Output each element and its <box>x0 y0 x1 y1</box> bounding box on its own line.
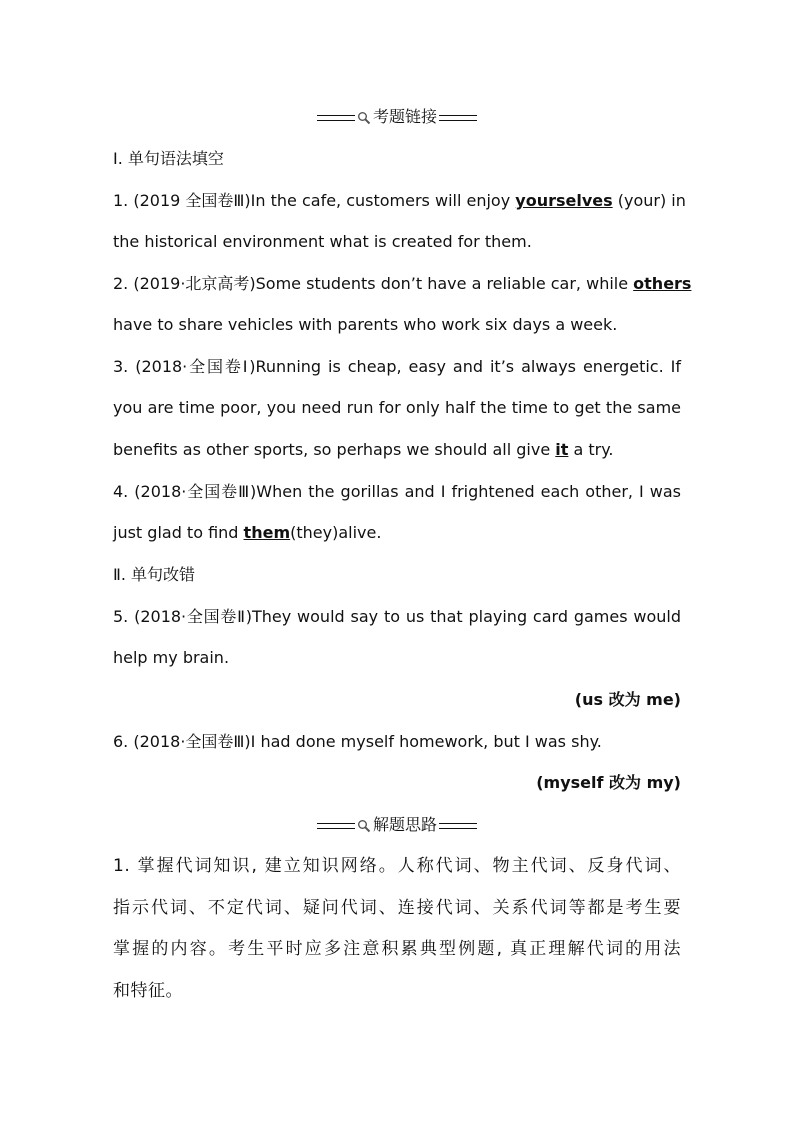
magnifier-icon <box>357 111 371 125</box>
tips-line-4: 和特征。 <box>113 981 183 1001</box>
divider <box>439 823 477 829</box>
divider <box>317 115 355 121</box>
section-title-error-correction: Ⅱ. 单句改错 <box>113 565 196 584</box>
answer-them: them <box>243 523 291 542</box>
question-4-line-1: 4. (2018·全国卷Ⅲ)When the gorillas and I frightened each other, I was <box>113 482 681 501</box>
section-header-kaoti <box>0 107 794 127</box>
header-title: 解题思路 <box>372 815 437 834</box>
question-6-line-1: 6. (2018·全国卷Ⅲ)I had done myself homework, but I was shy. <box>113 732 602 751</box>
tips-line-2: 指示代词、不定代词、疑问代词、连接代词、关系代词等都是考生要 <box>113 898 681 918</box>
question-5-line-1: 5. (2018·全国卷Ⅱ)They would say to us that playing card games would <box>113 607 681 626</box>
question-3-line-3: benefits as other sports, so perhaps we should all give it a try. <box>113 440 614 459</box>
magnifier-icon <box>357 819 371 833</box>
question-5-line-2: help my brain. <box>113 648 230 667</box>
divider <box>439 115 477 121</box>
question-1-line-2: the historical environment what is created for them. <box>113 232 532 251</box>
header-title: 考题链接 <box>372 107 437 126</box>
section-header-jieti <box>0 815 794 835</box>
question-2-line-2: have to share vehicles with parents who work six days a week. <box>113 315 618 334</box>
answer-yourselves: yourselves <box>515 191 613 210</box>
tips-line-3: 掌握的内容。考生平时应多注意积累典型例题, 真正理解代词的用法 <box>113 939 681 959</box>
question-2-line-1: 2. (2019·北京高考)Some students don’t have a reliable car, while others <box>113 274 692 293</box>
question-3-line-2: you are time poor, you need run for only half the time to get the same <box>113 398 681 417</box>
answer-it: it <box>555 440 569 459</box>
question-1-line-1: 1. (2019 全国卷Ⅲ)In the cafe, customers will enjoy yourselves (your) in <box>113 191 686 210</box>
question-5-answer: (us 改为 me) <box>574 690 681 709</box>
question-6-answer: (myself 改为 my) <box>536 773 681 792</box>
section-title-fill-blank: Ⅰ. 单句语法填空 <box>113 149 224 168</box>
answer-others: others <box>633 274 692 293</box>
divider <box>317 823 355 829</box>
tips-line-1: 1. 掌握代词知识, 建立知识网络。人称代词、物主代词、反身代词、 <box>113 856 681 876</box>
question-3-line-1: 3. (2018·全国卷Ⅰ)Running is cheap, easy and it’s always energetic. If <box>113 357 681 376</box>
question-4-line-2: just glad to find them(they)alive. <box>113 523 382 542</box>
